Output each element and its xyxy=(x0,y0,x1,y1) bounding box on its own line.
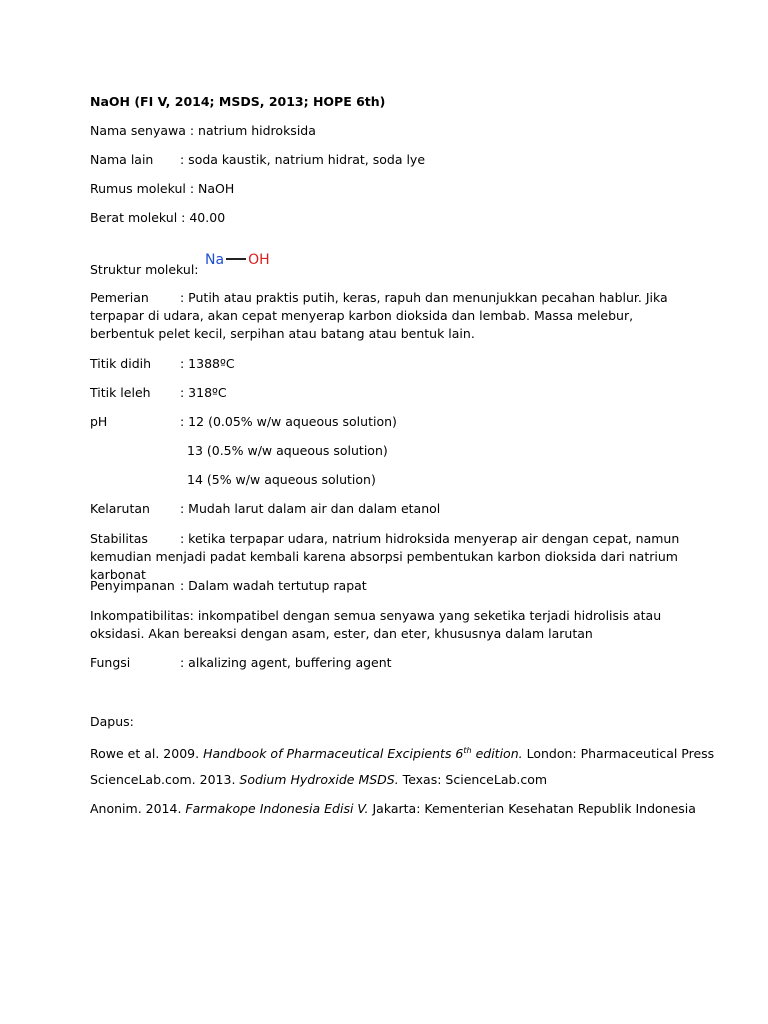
ph-value-1: : 12 (0.05% w/w aqueous solution) xyxy=(180,414,397,429)
row-pemerian xyxy=(90,289,682,343)
reference-suffix: London: Pharmaceutical Press xyxy=(522,746,715,762)
berat-molekul-label: Berat molekul xyxy=(90,210,178,225)
row-ph xyxy=(90,414,397,430)
nama-lain-value: : soda kaustik, natrium hidrat, soda lye xyxy=(180,152,426,167)
reference-suffix: Jakarta: Kementerian Kesehatan Republik Indonesia xyxy=(368,801,696,816)
stabilitas-label: Stabilitas xyxy=(90,531,148,546)
reference-prefix: Anonim. 2014. xyxy=(90,801,186,816)
row-nama-lain xyxy=(90,152,425,168)
structure-bond xyxy=(226,258,246,259)
row-titik-didih xyxy=(90,356,235,372)
row-penyimpanan xyxy=(90,578,367,594)
rumus-molekul-label: Rumus molekul xyxy=(90,181,186,196)
rumus-molekul-value: : NaOH xyxy=(189,181,235,196)
nama-senyawa-value: : natrium hidroksida xyxy=(189,123,316,138)
reference-item xyxy=(90,801,696,817)
kelarutan-value: : Mudah larut dalam air dan dalam etanol xyxy=(180,501,441,516)
titik-didih-value: : 1388ºC xyxy=(180,356,235,371)
row-stabilitas xyxy=(90,530,682,584)
reference-title: Sodium Hydroxide MSDS. xyxy=(239,772,399,787)
nama-senyawa-label: Nama senyawa xyxy=(90,123,186,138)
reference-prefix: ScienceLab.com. 2013. xyxy=(90,772,240,787)
reference-title: Handbook of Pharmaceutical Excipients 6 xyxy=(203,746,464,762)
titik-leleh-value: : 318ºC xyxy=(180,385,227,400)
ph-value-3: 14 (5% w/w aqueous solution) xyxy=(187,472,376,487)
row-kelarutan xyxy=(90,501,440,517)
ph-label: pH xyxy=(90,414,108,429)
dapus-heading: Dapus: xyxy=(90,714,134,729)
penyimpanan-value: : Dalam wadah tertutup rapat xyxy=(180,578,367,593)
reference-title: Farmakope Indonesia Edisi V. xyxy=(185,801,369,816)
berat-molekul-value: : 40.00 xyxy=(181,210,226,225)
reference-item xyxy=(90,743,714,762)
structure-oh: OH xyxy=(248,252,270,268)
penyimpanan-label: Penyimpanan xyxy=(90,578,175,593)
titik-leleh-label: Titik leleh xyxy=(90,385,151,400)
inkompatibilitas-label: Inkompatibilitas: xyxy=(90,608,194,623)
row-inkompatibilitas xyxy=(90,607,682,643)
row-rumus-molekul xyxy=(90,181,234,197)
fungsi-label: Fungsi xyxy=(90,655,131,670)
stabilitas-value: : ketika terpapar udara, natrium hidroksida menyerap air dengan cepat, namun kemudian menjadi padat kembali karena absorpsi pembentukan karbon dioksida dari natrium karbonat xyxy=(90,531,680,582)
reference-prefix: Rowe et al. 2009. xyxy=(90,746,204,762)
structure-na: Na xyxy=(205,252,225,268)
page-title: NaOH (FI V, 2014; MSDS, 2013; HOPE 6th) xyxy=(90,94,386,109)
ph-value-2: 13 (0.5% w/w aqueous solution) xyxy=(187,443,388,458)
reference-item xyxy=(90,772,547,788)
fungsi-value: : alkalizing agent, buffering agent xyxy=(180,655,392,670)
titik-didih-label: Titik didih xyxy=(90,356,152,371)
row-fungsi xyxy=(90,655,392,671)
reference-title-sup: th xyxy=(463,746,472,755)
reference-suffix: Texas: ScienceLab.com xyxy=(398,772,548,787)
nama-lain-label: Nama lain xyxy=(90,152,154,167)
kelarutan-label: Kelarutan xyxy=(90,501,150,516)
row-nama-senyawa xyxy=(90,123,316,139)
pemerian-value: : Putih atau praktis putih, keras, rapuh dan menunjukkan pecahan hablur. Jika terpapar di udara, akan cepat menyerap karbon dioksida dan lembab. Massa melebur, berbentuk pelet kecil, serpihan atau batang atau bentuk lain. xyxy=(90,290,668,341)
row-berat-molekul xyxy=(90,210,225,226)
pemerian-label: Pemerian xyxy=(90,290,149,305)
inkompatibilitas-value: inkompatibel dengan semua senyawa yang seketika terjadi hidrolisis atau oksidasi. Akan bereaksi dengan asam, ester, dan eter, khususnya dalam larutan xyxy=(90,608,662,641)
row-titik-leleh xyxy=(90,385,227,401)
reference-title-after: edition. xyxy=(471,746,523,762)
naoh-structure xyxy=(205,251,270,269)
struktur-molekul-label: Struktur molekul: xyxy=(90,262,199,277)
